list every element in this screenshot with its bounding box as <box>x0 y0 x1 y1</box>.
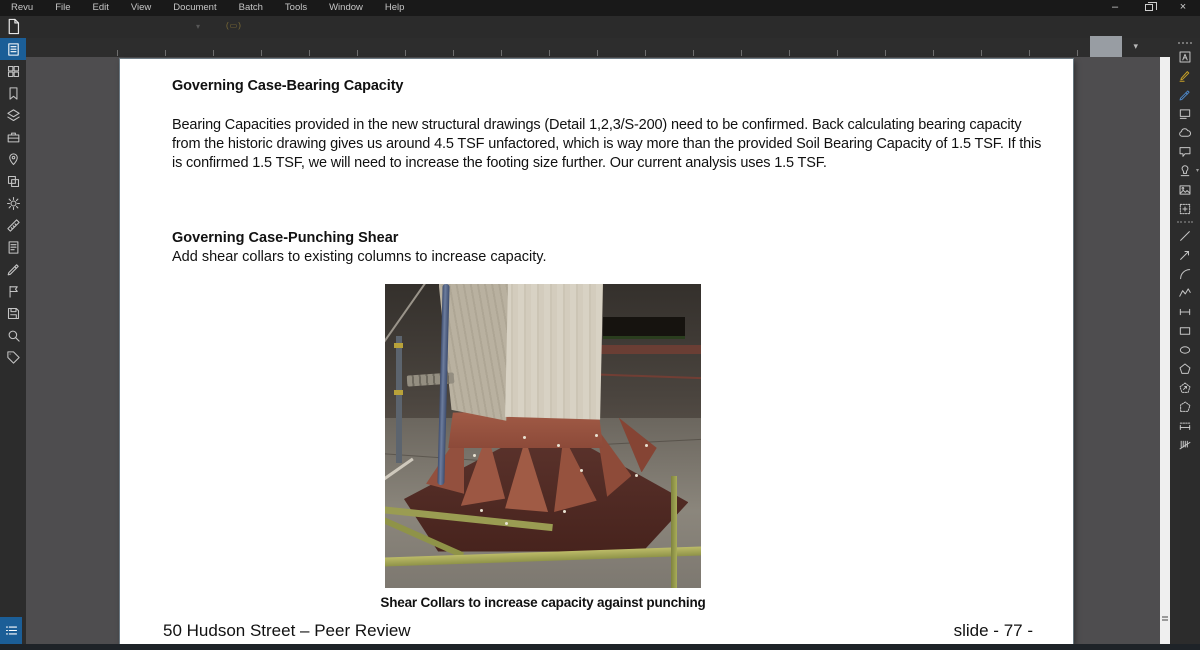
markup-summary-icon[interactable] <box>0 236 26 258</box>
tag-icon[interactable] <box>0 346 26 368</box>
shear-collar-photo <box>385 284 701 588</box>
cloud-icon[interactable] <box>1170 123 1200 142</box>
places-icon[interactable] <box>0 148 26 170</box>
menu-items <box>0 0 415 16</box>
photo-scaffold-clamp <box>394 390 403 395</box>
menu-view[interactable]: View <box>130 2 152 13</box>
callout-icon[interactable] <box>1170 142 1200 161</box>
signature-icon[interactable] <box>0 258 26 280</box>
left-panel-toolbar <box>0 38 26 650</box>
dimension-icon[interactable] <box>1170 302 1200 321</box>
flag-icon[interactable] <box>0 280 26 302</box>
scrollbar-grip[interactable] <box>1162 619 1168 621</box>
photo-collar-bolts <box>473 454 476 457</box>
close-button[interactable]: × <box>1179 1 1187 13</box>
tab-faint-marks: (▭) <box>226 21 242 30</box>
photo-scaffold-clamp <box>394 343 403 348</box>
thumbnails-icon[interactable] <box>0 38 26 60</box>
menu-bar <box>0 0 1200 16</box>
photo-column-right-face <box>505 284 603 424</box>
toolbar-drag-handle[interactable] <box>1178 42 1192 44</box>
vertical-scrollbar[interactable] <box>1160 57 1170 644</box>
ruler-ticks <box>70 50 1100 56</box>
photo-scaffold-pole <box>396 336 402 464</box>
file-access-icon[interactable] <box>0 302 26 324</box>
perimeter-measure-icon[interactable] <box>1170 397 1200 416</box>
rectangle-icon[interactable] <box>1170 321 1200 340</box>
length-measure-icon[interactable] <box>1170 416 1200 435</box>
photo-caption: Shear Collars to increase capacity against punching <box>380 595 706 610</box>
polyline-icon[interactable] <box>1170 283 1200 302</box>
stamp-dropdown-chevron-icon[interactable]: ▾ <box>1195 168 1199 174</box>
stamp-icon[interactable] <box>1170 161 1200 180</box>
section-heading: Governing Case-Bearing Capacity <box>172 78 404 94</box>
bookmarks-icon[interactable] <box>0 82 26 104</box>
toolchest-icon[interactable] <box>0 126 26 148</box>
open-document-icon[interactable] <box>5 17 25 37</box>
window-controls <box>1098 0 1200 16</box>
right-markup-toolbar <box>1170 38 1200 650</box>
panel-corner-button[interactable] <box>1090 36 1122 58</box>
settings-gear-icon[interactable] <box>0 192 26 214</box>
polygon-icon[interactable] <box>1170 359 1200 378</box>
measurements-icon[interactable] <box>0 214 26 236</box>
highlighter-icon[interactable] <box>1170 66 1200 85</box>
menu-batch[interactable]: Batch <box>238 2 263 13</box>
section-heading: Governing Case-Punching Shear <box>172 230 399 246</box>
menu-edit[interactable]: Edit <box>92 2 109 13</box>
photo-wall-opening <box>603 317 685 338</box>
search-icon[interactable] <box>0 324 26 346</box>
restore-button[interactable] <box>1132 0 1166 16</box>
toolbar-overflow-chevron-icon[interactable]: ▾ <box>1133 41 1138 51</box>
area-measure-icon[interactable] <box>1170 378 1200 397</box>
layers-icon[interactable] <box>0 104 26 126</box>
toolbar-separator <box>1177 221 1193 223</box>
pen-icon[interactable] <box>1170 85 1200 104</box>
arrow-icon[interactable] <box>1170 245 1200 264</box>
document-tab-bar[interactable] <box>0 16 1200 38</box>
note-icon[interactable] <box>1170 104 1200 123</box>
windows-icon[interactable] <box>0 170 26 192</box>
ellipse-icon[interactable] <box>1170 340 1200 359</box>
menu-help[interactable]: Help <box>384 2 405 13</box>
restore-icon <box>1145 4 1153 11</box>
photo-yellow-pipe <box>671 476 677 588</box>
menu-window[interactable]: Window <box>329 2 363 13</box>
horizontal-ruler <box>26 38 1160 57</box>
line-icon[interactable] <box>1170 226 1200 245</box>
menu-document[interactable]: Document <box>173 2 217 13</box>
pdf-page <box>120 59 1073 644</box>
section-body: Bearing Capacities provided in the new structural drawings (Detail 1,2,3/S-200) need to be confirmed. Back calculating bearing capacity from the historic drawing gives us around 4.5 TSF unfactored, which is way more than the provided Soil Bearing Capacity of 1.5 TSF. If this is confirmed 1.5 TSF, we will need to increase the footing size further. Our current analysis uses 1.5 TSF. <box>172 117 1042 171</box>
status-bar <box>0 644 1200 650</box>
section-body: Add shear collars to existing columns to increase capacity. <box>172 249 547 265</box>
menu-tools[interactable]: Tools <box>284 2 308 13</box>
slide-footer-title: 50 Hudson Street – Peer Review <box>163 621 411 640</box>
slide-number: slide - 77 - <box>953 621 1033 640</box>
menu-file[interactable]: File <box>55 2 71 13</box>
count-icon[interactable] <box>1170 435 1200 454</box>
image-icon[interactable] <box>1170 180 1200 199</box>
panels-grid-icon[interactable] <box>0 60 26 82</box>
tab-chevron-mark: ▾ <box>196 22 201 31</box>
minimize-button[interactable]: – <box>1111 1 1119 13</box>
menu-revu[interactable]: Revu <box>11 2 34 13</box>
text-box-icon[interactable] <box>1170 47 1200 66</box>
snapshot-icon[interactable] <box>1170 199 1200 218</box>
markups-list-icon[interactable] <box>0 617 22 644</box>
arc-icon[interactable] <box>1170 264 1200 283</box>
